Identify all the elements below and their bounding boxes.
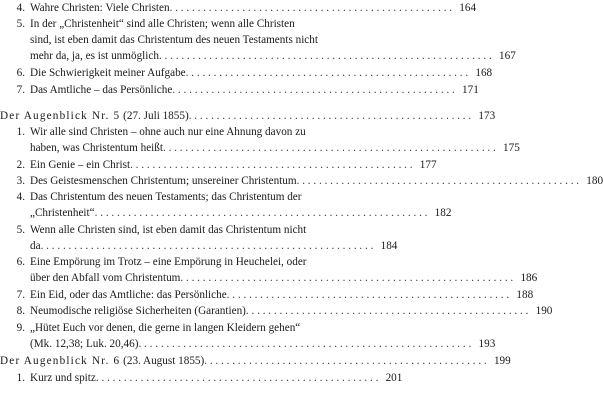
entry-number: 4.	[16, 191, 25, 203]
entry-title: Ein Genie – ein Christ . . .	[30, 157, 413, 173]
section-page: 173	[478, 110, 496, 122]
entry-title: Das Amtliche – das Persönliche . . .	[30, 82, 455, 98]
section-title: Der Augenblick Nr. 6 (23. August 1855) . . .	[0, 353, 487, 369]
toc-entry	[8, 189, 452, 221]
entry-page: 180	[586, 175, 603, 187]
entry-title: Die Schwierigkeit meiner Aufgabe . . .	[30, 65, 468, 81]
section-title: Der Augenblick Nr. 5 (27. Juli 1855) . . .	[0, 108, 471, 124]
toc-entry	[8, 0, 477, 16]
toc-entry	[8, 320, 496, 352]
entry-title: Kurz und spitz . . .	[30, 370, 378, 386]
toc-entry	[8, 303, 553, 319]
entry-page: 175	[503, 142, 520, 154]
entry-number: 9.	[16, 322, 25, 334]
entry-title: Das Christentum des neuen Testaments; das Christentum der „Christenheit“ . . .	[30, 189, 427, 221]
entry-title: Ein Eid, oder das Amtliche: das Persönliche . . .	[30, 287, 509, 303]
entry-number: 6.	[16, 256, 25, 268]
entry-title: Eine Empörung im Trotz – eine Empörung in Heuchelei, oder über den Abfall vom Christentum . . .	[30, 254, 513, 286]
toc-entry	[8, 173, 603, 189]
entry-number: 2.	[16, 159, 25, 171]
entry-number: 4.	[16, 2, 25, 14]
entry-page: 190	[535, 305, 553, 317]
entry-number: 3.	[16, 175, 25, 187]
section-heading-5	[0, 108, 496, 124]
entry-page: 177	[419, 159, 437, 171]
entry-title: Des Geistesmenschen Christentum; unsereiner Christentum . . .	[30, 173, 579, 189]
entry-title: Neumodische religiöse Sicherheiten (Garantien) . . .	[30, 303, 528, 319]
entry-title: Wir alle sind Christen – ohne auch nur eine Ahnung davon zu haben, was Christentum heißt . . .	[30, 124, 496, 156]
entry-number: 1.	[16, 126, 25, 138]
section-page: 199	[493, 355, 511, 367]
entry-page: 168	[475, 67, 493, 79]
entry-number: 1.	[16, 372, 25, 384]
toc-entry	[8, 157, 437, 173]
entry-number: 8.	[16, 305, 25, 317]
toc-entry	[8, 370, 403, 386]
entry-number: 7.	[16, 289, 25, 301]
toc-entry	[8, 82, 479, 98]
entry-title: „Hütet Euch vor denen, die gerne in langen Kleidern gehen“ (Mk. 12,38; Luk. 20,46) . . .	[30, 320, 471, 352]
toc-entry	[8, 124, 520, 156]
section-heading-6	[0, 353, 511, 369]
entry-page: 188	[516, 289, 534, 301]
entry-page: 171	[462, 84, 479, 96]
toc-entry	[8, 222, 398, 254]
entry-title: Wenn alle Christen sind, ist eben damit das Christentum nicht da . . .	[30, 222, 373, 254]
entry-number: 5.	[16, 224, 25, 236]
toc-entry	[8, 16, 516, 64]
toc-entry	[8, 254, 538, 286]
entry-number: 7.	[16, 84, 25, 96]
entry-page: 167	[499, 50, 516, 62]
entry-page: 201	[385, 372, 403, 384]
entry-page: 186	[520, 272, 538, 284]
entry-page: 184	[380, 240, 398, 252]
entry-title: In der „Christenheit“ sind alle Christen; wenn alle Christen sind, ist eben damit das Christentum des neuen Testaments nicht mehr da, ja, es ist unmöglich . . .	[30, 16, 492, 64]
entry-page: 193	[478, 338, 496, 350]
entry-title: Wahre Christen: Viele Christen . . .	[30, 0, 452, 16]
entry-page: 182	[434, 207, 452, 219]
entry-page: 164	[459, 2, 477, 14]
entry-number: 6.	[16, 67, 25, 79]
toc-entry	[8, 287, 534, 303]
entry-number: 5.	[16, 18, 25, 30]
toc-entry	[8, 65, 493, 81]
